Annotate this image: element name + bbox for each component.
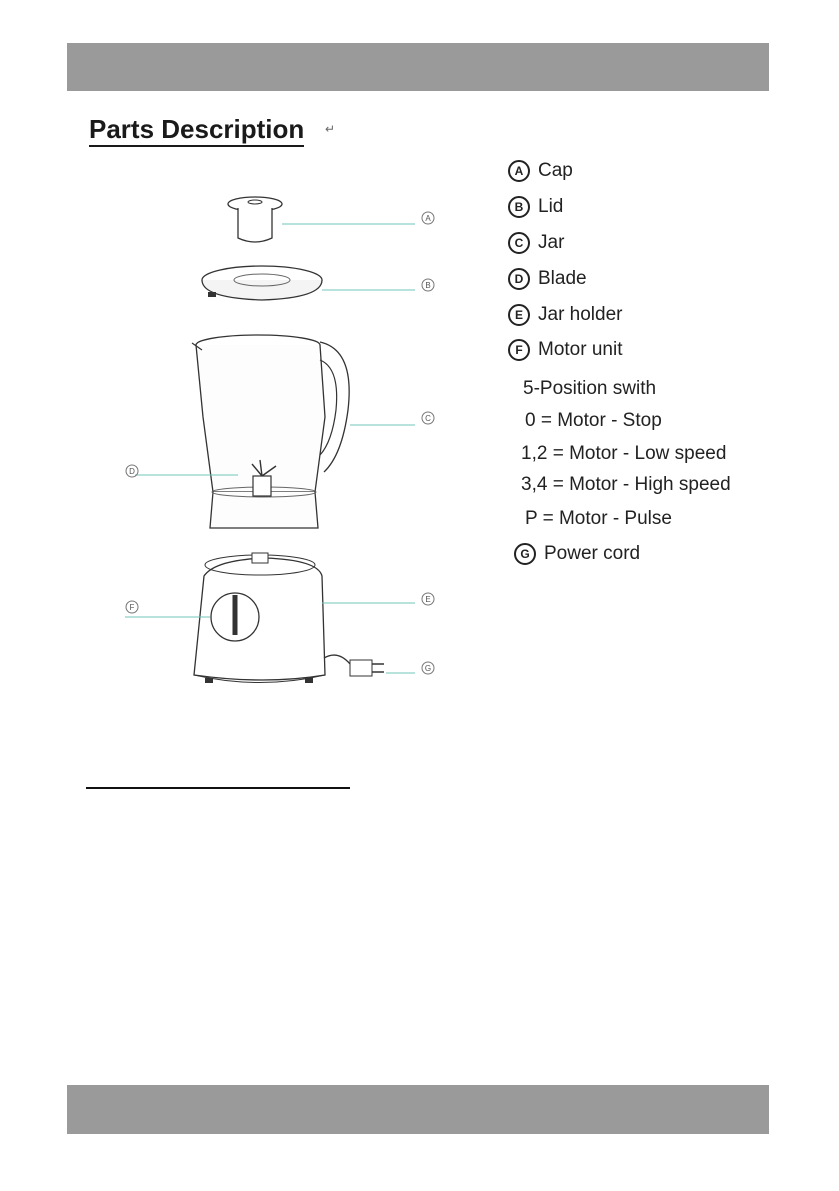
part-letter-g: G xyxy=(514,543,536,565)
page-title: Parts Description xyxy=(89,113,304,147)
part-letter-c: C xyxy=(508,232,530,254)
part-jar xyxy=(508,232,564,254)
diagram-label-d xyxy=(126,465,138,477)
part-motor-unit xyxy=(508,339,622,361)
svg-text:A: A xyxy=(425,214,431,223)
footer-band xyxy=(67,1085,769,1134)
svg-text:D: D xyxy=(129,467,135,476)
switch-line-low: 1,2 = Motor - Low speed xyxy=(521,443,727,464)
diagram-label-e xyxy=(422,593,434,605)
diagram-label-g xyxy=(422,662,434,674)
section-divider xyxy=(86,787,350,789)
motor-base-illustration xyxy=(194,553,325,683)
part-name-blade: Blade xyxy=(538,268,587,289)
paragraph-mark: ↵ xyxy=(325,122,336,136)
part-blade xyxy=(508,268,587,290)
diagram-label-c xyxy=(422,412,434,424)
lid-illustration xyxy=(202,266,322,300)
part-letter-b: B xyxy=(508,196,530,218)
part-letter-a: A xyxy=(508,160,530,182)
diagram-label-a xyxy=(422,212,434,224)
svg-text:B: B xyxy=(425,281,431,290)
cap-illustration xyxy=(228,197,282,242)
part-name-motor-unit: Motor unit xyxy=(538,339,623,360)
switch-line-high: 3,4 = Motor - High speed xyxy=(521,474,731,495)
blender-diagram xyxy=(110,180,470,720)
part-jar-holder xyxy=(508,304,623,326)
jar-illustration xyxy=(192,335,349,528)
power-cord-illustration xyxy=(324,655,384,676)
part-name-cap: Cap xyxy=(538,160,573,181)
svg-text:E: E xyxy=(425,595,431,604)
part-name-lid: Lid xyxy=(538,196,564,217)
part-letter-f: F xyxy=(508,339,530,361)
diagram-label-b xyxy=(422,279,434,291)
svg-text:F: F xyxy=(129,603,135,612)
part-letter-d: D xyxy=(508,268,530,290)
part-name-power-cord: Power cord xyxy=(544,543,641,564)
part-letter-e: E xyxy=(508,304,530,326)
part-name-jar: Jar xyxy=(538,232,565,253)
header-band xyxy=(67,43,769,91)
switch-line-pulse: P = Motor - Pulse xyxy=(525,508,672,529)
switch-line-stop: 0 = Motor - Stop xyxy=(525,410,662,431)
svg-text:G: G xyxy=(424,664,432,673)
part-cap xyxy=(508,160,573,182)
part-name-jar-holder: Jar holder xyxy=(538,304,623,325)
diagram-label-f xyxy=(126,601,138,613)
svg-text:C: C xyxy=(425,414,431,423)
part-power-cord xyxy=(514,543,640,565)
switch-heading: 5-Position swith xyxy=(523,378,657,399)
part-lid xyxy=(508,196,563,218)
